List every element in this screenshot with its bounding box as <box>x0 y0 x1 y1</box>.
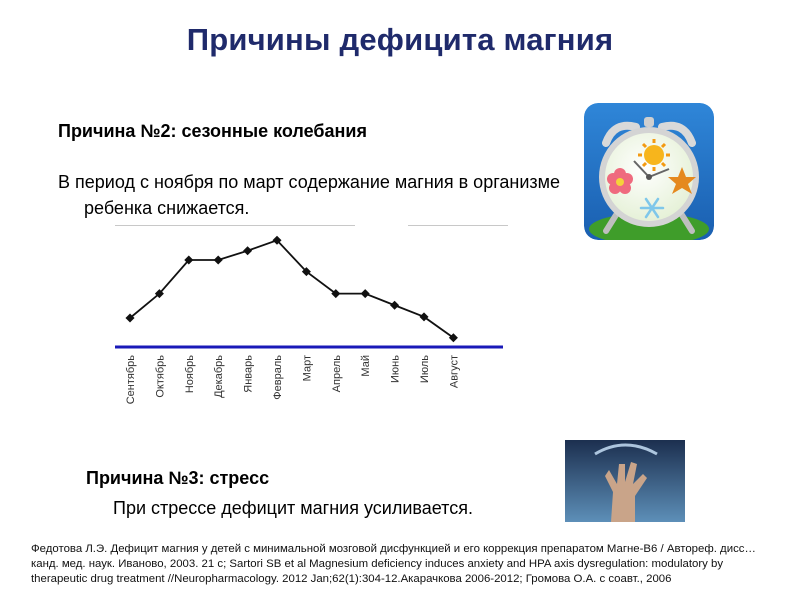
data-point <box>419 312 428 321</box>
x-tick-label: Апрель <box>330 355 343 393</box>
reason-2-heading: Причина №2: сезонные колебания <box>58 121 367 141</box>
data-point <box>125 313 134 322</box>
x-tick-label: Май <box>360 355 373 377</box>
seasons-clock-icon <box>584 103 714 240</box>
x-tick-label: Октябрь <box>154 355 167 398</box>
x-tick-label: Декабрь <box>213 355 226 398</box>
page-title: Причины дефицита магния <box>186 22 614 57</box>
reason-3-heading: Причина №3: стресс <box>86 468 270 488</box>
data-point <box>184 255 193 264</box>
data-point <box>272 236 281 245</box>
reason-3-text: При стрессе дефицит магния усиливается. <box>113 498 473 518</box>
data-point <box>243 246 252 255</box>
footnote-references: Федотова Л.Э. Дефицит магния у детей с минимальной мозговой дисфункцией и его коррекция препаратом Магне-В6 / Автореф. дисс… канд. мед. наук. Иваново, 2003. 21 с; Sartori SB et al Magnesium deficiency induces anxiety and HPA axis dysregulation: modulatory by therapeutic drug treatment //Neuropharmacology. 2012 Jan;62(1):304-12.Акарачкова 2006-2012; Громова О.А. с соавт., 2006 <box>31 543 756 585</box>
x-tick-label: Июль <box>419 355 431 384</box>
x-tick-label: Февраль <box>272 355 284 400</box>
data-point <box>155 289 164 298</box>
decorative-line-right <box>408 225 508 226</box>
x-tick-label: Январь <box>242 355 255 393</box>
x-tick-label: Март <box>301 355 314 382</box>
data-point <box>361 289 370 298</box>
series-line <box>130 240 453 337</box>
x-tick-label: Август <box>448 355 461 389</box>
raised-hand-photo <box>565 440 685 522</box>
data-point <box>449 333 458 342</box>
data-point <box>214 255 223 264</box>
data-point <box>390 301 399 310</box>
data-point <box>331 289 340 298</box>
x-tick-label: Сентябрь <box>125 355 137 405</box>
data-point <box>302 267 311 276</box>
reason-2-text: В период с ноября по март содержание магния в организме ребенка снижается. <box>58 172 561 218</box>
x-tick-label: Ноябрь <box>183 355 196 394</box>
decorative-line-left <box>115 225 355 226</box>
x-tick-label: Июнь <box>389 355 402 383</box>
